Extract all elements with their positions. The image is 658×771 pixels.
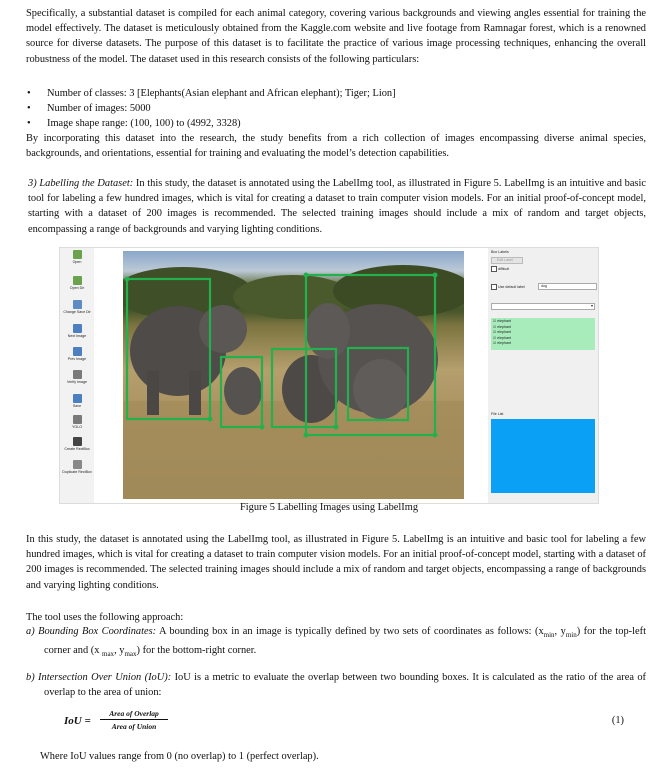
toolbar-button-label: YOLO <box>72 425 82 429</box>
toolbar-icon <box>73 347 82 356</box>
label-list[interactable] <box>491 318 595 350</box>
equation-fraction <box>100 709 168 731</box>
approach-intro: The tool uses the following approach: <box>26 612 184 623</box>
toolbar-button-label: Open <box>72 260 82 264</box>
chevron-down-icon: ▾ <box>590 303 593 308</box>
toolbar-icon <box>73 415 82 424</box>
equation-number: (1) <box>611 715 624 726</box>
toolbar-button-label: Verify Image <box>67 380 87 384</box>
label-select[interactable] <box>491 303 595 310</box>
toolbar-button-next-image[interactable] <box>60 324 94 338</box>
item-a: a) Bounding Box Coordinates: A bounding box in an image is typically defined by two sets of coordinates as follows: ($x_{min}$, $y_{min}$) for the top-left corner and (x $_{max}$, $y_{max}$) for the bottom-right corner. <box>26 626 646 659</box>
use-default-label-checkbox[interactable] <box>491 284 525 290</box>
labelimg-toolbar <box>60 248 94 503</box>
list-item[interactable]: ☑ elephant <box>493 341 512 345</box>
toolbar-icon <box>73 460 82 469</box>
toolbar-button-label: Next Image <box>67 334 87 338</box>
toolbar-icon <box>73 394 82 403</box>
file-list[interactable] <box>491 419 595 493</box>
iou-equation <box>64 709 624 737</box>
list-item[interactable]: ☑ elephant <box>493 330 512 334</box>
list-item: • Number of images: 5000 <box>26 101 626 116</box>
after-bullets-paragraph: By incorporating this dataset into the research, the study benefits from a rich collection of images encompassing diverse animal species, backgrounds, and orientations, essential for training and evaluating the model’s detection capabilities. <box>26 133 646 160</box>
list-item[interactable]: ☑ elephant <box>493 335 512 340</box>
toolbar-icon <box>73 250 82 259</box>
equation-numerator: Area of Overlap <box>100 709 168 720</box>
list-item: • Image shape range: (100, 100) to (4992, 3328) <box>26 116 626 131</box>
equation-lhs: IoU = <box>64 715 91 727</box>
edit-label-button[interactable]: Edit Label <box>491 257 523 264</box>
use-default-label-text: Use default label <box>498 284 525 289</box>
list-item: • Number of classes: 3 [Elephants(Asian elephant and African elephant); Tiger; Lion] <box>26 86 626 101</box>
labelimg-figure <box>59 247 599 504</box>
figure-caption: Figure 5 Labelling Images using LabelImg <box>239 502 419 513</box>
toolbar-button-label: Open Dir <box>69 286 85 290</box>
item-b <box>26 670 646 700</box>
toolbar-button-label: Save <box>72 404 82 408</box>
toolbar-button-open-dir[interactable] <box>60 276 94 290</box>
toolbar-button-save[interactable] <box>60 394 94 408</box>
dataset-bullets <box>26 86 626 131</box>
item-a-body: A bounding box in an image is typically defined by two sets of coordinates as follows: (x <box>159 626 544 637</box>
elephant-photo <box>123 251 464 499</box>
section-3-body: In this study, the dataset is annotated using the LabelImg tool, as illustrated in Figure 5. LabelImg is an intuitive and basic tool for labeling a few hundred images, which is vital for creating a dataset to train computer vision models. For an initial proof-of-concept model, starting with a dataset of 200 images is recommended. The selected training images should include a mix of random and target objects, encompassing a range of backgrounds and varying lighting conditions. <box>28 178 646 235</box>
toolbar-button-open[interactable] <box>60 250 94 264</box>
box-labels-title: Box Labels <box>491 250 509 254</box>
section-3-paragraph <box>28 176 646 237</box>
toolbar-button-prev-image[interactable] <box>60 347 94 361</box>
labelimg-side-panel <box>488 248 598 503</box>
list-item[interactable]: ☑ elephant <box>493 324 512 329</box>
toolbar-button-verify-image[interactable] <box>60 370 94 384</box>
toolbar-button-duplicate-rectbox[interactable] <box>60 460 94 474</box>
file-list-title: File List <box>491 412 504 416</box>
difficult-checkbox[interactable] <box>491 266 509 272</box>
checkbox[interactable] <box>491 266 497 272</box>
toolbar-button-yolo[interactable] <box>60 415 94 429</box>
toolbar-icon <box>73 437 82 446</box>
toolbar-icon <box>73 324 82 333</box>
paragraph-2: In this study, the dataset is annotated using the LabelImg tool, as illustrated in Figure 5. LabelImg is an intuitive and basic tool for labeling a few hundred images, which is vital for creating a dataset to train computer vision models. For an initial proof-of-concept model, starting with a dataset of 200 images is recommended. The selected training images should include a mix of random and target objects, encompassing a range of backgrounds and varying lighting conditions. <box>26 534 646 591</box>
default-label-input[interactable]: dog <box>538 283 597 290</box>
toolbar-button-change-save-dir[interactable] <box>60 300 94 314</box>
section-3-heading: 3) Labelling the Dataset: <box>28 178 134 189</box>
list-item[interactable]: ☑ elephant <box>493 319 512 323</box>
difficult-label: difficult <box>498 266 510 271</box>
toolbar-button-label: Change Save Dir <box>63 310 91 314</box>
item-b-body: IoU is a metric to evaluate the overlap between two bounding boxes. It is calculated as the ratio of the area of overlap to the area of union: <box>44 672 646 699</box>
toolbar-button-label: Prev Image <box>67 357 87 361</box>
toolbar-button-create-rectbox[interactable] <box>60 437 94 451</box>
toolbar-icon <box>73 300 82 309</box>
toolbar-button-label: Duplicate RectBox <box>62 470 92 474</box>
intro-paragraph: Specifically, a substantial dataset is compiled for each animal category, covering various backgrounds and viewing angles essential for training the model effectively. The dataset is meticulously obtained from the Kaggle.com website and live footage from Ramnagar forest, which is a renowned source for diverse datasets. The purpose of this dataset is to facilitate the practice of various image processing techniques, enhancing the overall robustness of the model. The dataset used in this research consists of the following particulars: <box>26 8 646 65</box>
item-b-heading: b) Intersection Over Union (IoU): <box>26 672 172 683</box>
toolbar-button-label: Create RectBox <box>64 447 90 451</box>
checkbox[interactable] <box>491 284 497 290</box>
toolbar-icon <box>73 276 82 285</box>
equation-denominator: Area of Union <box>111 722 157 731</box>
item-a-heading: a) Bounding Box Coordinates: <box>26 626 157 637</box>
toolbar-icon <box>73 370 82 379</box>
closing-line: Where IoU values range from 0 (no overlap) to 1 (perfect overlap). <box>40 751 319 762</box>
